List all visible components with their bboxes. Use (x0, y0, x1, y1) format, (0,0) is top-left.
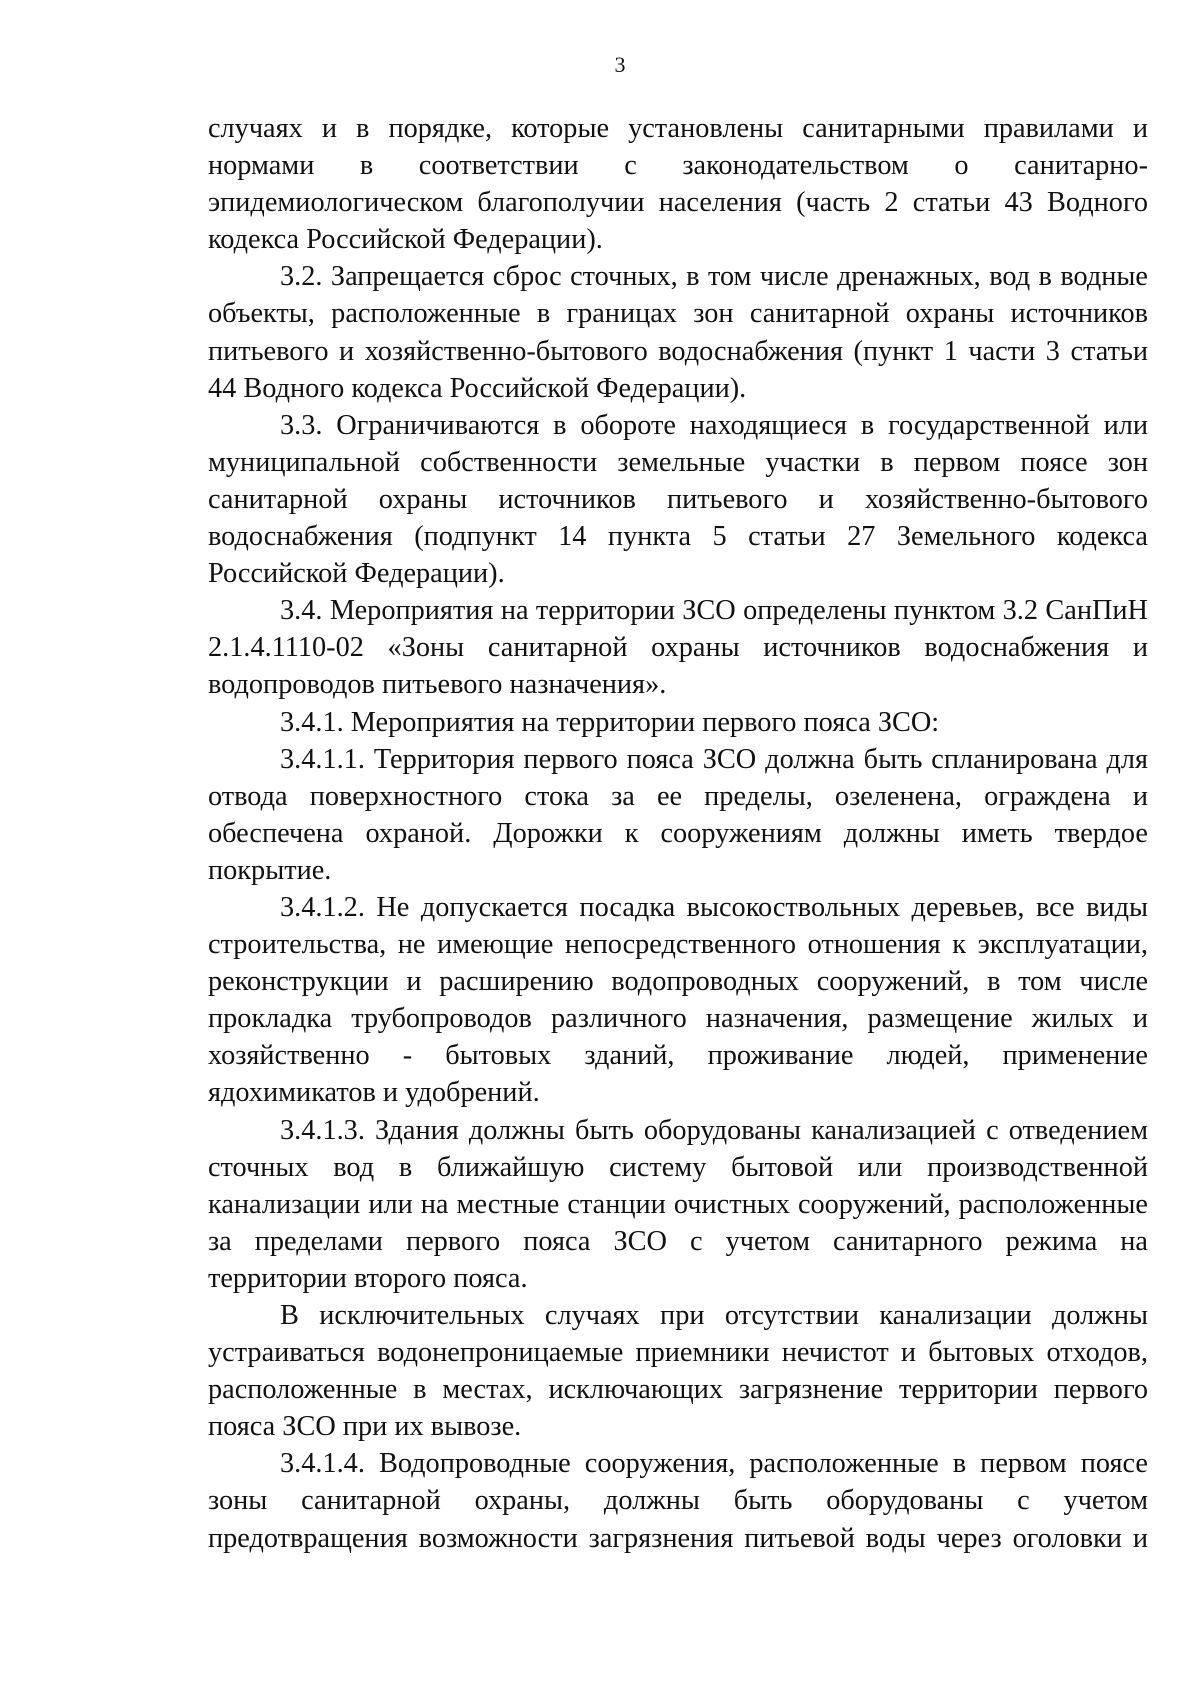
paragraph-3-4: 3.4. Мероприятия на территории ЗСО определены пунктом 3.2 СанПиН 2.1.4.1110-02 «Зоны санитарной охраны источников водоснабжения и водопроводов питьевого назначения». (208, 595, 1148, 701)
paragraph-3-4-1-2: 3.4.1.2. Не допускается посадка высокоствольных деревьев, все виды строительства, не имеющие непосредственного отношения к эксплуатации, реконструкции и расширению водопроводных сооружений, в том числе прокладка трубопроводов различного назначения, размещение жилых и хозяйственно - бытовых зданий, проживание людей, применение ядохимикатов и удобрений. (208, 891, 1148, 1109)
paragraph-3-3: 3.3. Ограничиваются в обороте находящиеся в государственной или муниципальной собственности земельные участки в первом поясе зон санитарной охраны источников питьевого и хозяйственно-бытового водоснабжения (подпункт 14 пункта 5 статьи 27 Земельного кодекса Российской Федерации). (208, 409, 1148, 590)
paragraph-3-4-1-1: 3.4.1.1. Территория первого пояса ЗСО должна быть спланирована для отвода поверхностного стока за ее пределы, озеленена, ограждена и обеспечена охраной. Дорожки к сооружениям должны иметь твердое покрытие. (208, 743, 1148, 886)
paragraph-3-4-1-4: 3.4.1.4. Водопроводные сооружения, расположенные в первом поясе зоны санитарной охраны, должны быть оборудованы с учетом предотвращения возможности загрязнения питьевой воды через оголовки и (208, 1448, 1148, 1554)
paragraph-continuation: случаях и в порядке, которые установлены санитарными правилами и нормами в соответствии с законодательством о санитарно-эпидемиологическом благополучии населения (часть 2 статьи 43 Водного кодекса Российской Федерации). (208, 113, 1148, 256)
page-number: 3 (614, 52, 626, 77)
document-body (208, 110, 1148, 1557)
paragraph-3-4-1-3: 3.4.1.3. Здания должны быть оборудованы канализацией с отведением сточных вод в ближайшую систему бытовой или производственной канализации или на местные станции очистных сооружений, расположенные за пределами первого пояса ЗСО с учетом санитарного режима на территории второго пояса. (208, 1114, 1148, 1294)
paragraph-3-4-1: 3.4.1. Мероприятия на территории первого пояса ЗСО: (280, 706, 940, 738)
paragraph-exceptional-cases: В исключительных случаях при отсутствии канализации должны устраиваться водонепроницаемые приемники нечистот и бытовых отходов, расположенные в местах, исключающих загрязнение территории первого пояса ЗСО при их вывозе. (208, 1300, 1148, 1443)
paragraph-3-2: 3.2. Запрещается сброс сточных, в том числе дренажных, вод в водные объекты, расположенные в границах зон санитарной охраны источников питьевого и хозяйственно-бытового водоснабжения (пункт 1 части 3 статьи 44 Водного кодекса Российской Федерации). (208, 261, 1148, 404)
